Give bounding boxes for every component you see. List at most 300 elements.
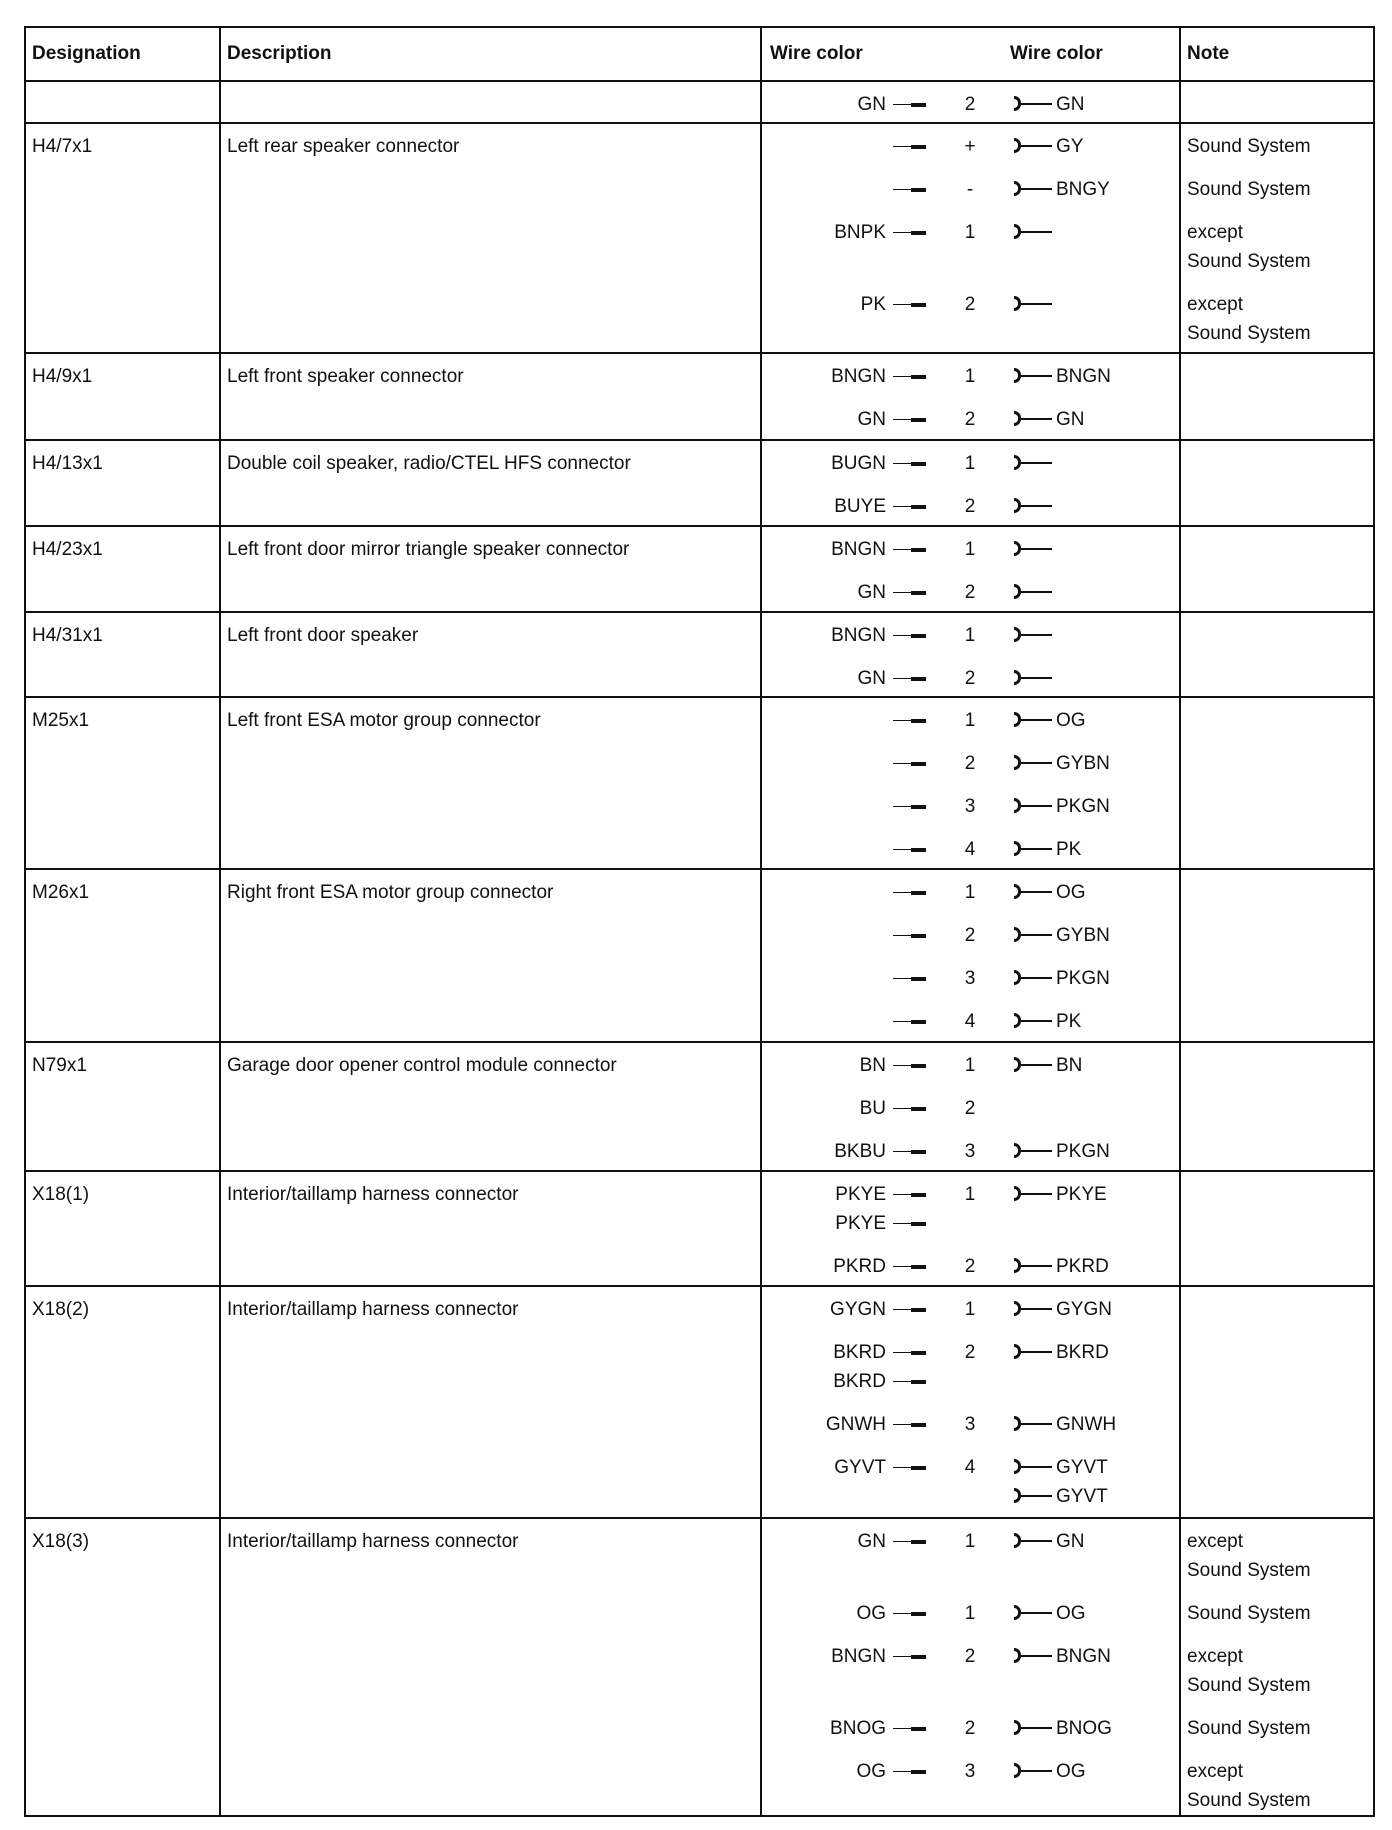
wire-color-right: OG — [1056, 1761, 1086, 1782]
wire-color-right: PK — [1056, 1011, 1082, 1032]
wire-line — [762, 1094, 1179, 1123]
wire-color-cell — [760, 870, 1179, 1041]
header-note: Note — [1179, 28, 1373, 80]
wire-line — [762, 1367, 1179, 1396]
table-row — [26, 1041, 1373, 1170]
pin-connector-icon — [893, 978, 926, 980]
socket-bracket-icon — [1014, 798, 1021, 813]
socket-connector-icon — [1014, 712, 1052, 729]
wire-line-icon — [1021, 1612, 1052, 1614]
table-row — [26, 1285, 1373, 1517]
pin-number: 4 — [964, 1457, 976, 1478]
pin-entry — [762, 1527, 1179, 1585]
note-entry — [1187, 290, 1367, 348]
note-entry — [1187, 1757, 1367, 1815]
pin-number: 4 — [964, 1011, 976, 1032]
wire-color-right: BNGY — [1056, 179, 1110, 200]
socket-bracket-icon — [1014, 627, 1021, 642]
socket-connector-icon — [1014, 411, 1052, 428]
pin-entry — [762, 535, 1179, 564]
designation-cell: M26x1 — [32, 882, 90, 903]
pin-number: 1 — [964, 539, 976, 560]
wire-line — [762, 1671, 1179, 1700]
pin-number: 1 — [964, 1299, 976, 1320]
wire-color-right: PKYE — [1056, 1184, 1107, 1205]
wire-line — [762, 1642, 1179, 1671]
description-cell: Interior/taillamp harness connector — [219, 1287, 760, 1517]
socket-connector-icon — [1014, 368, 1052, 385]
pin-number: 1 — [964, 453, 976, 474]
socket-bracket-icon — [1014, 1258, 1021, 1273]
wire-line-icon — [1021, 103, 1052, 105]
pin-number: 2 — [964, 409, 976, 430]
note-cell — [1179, 354, 1373, 439]
pin-entry — [762, 706, 1179, 735]
socket-connector-icon — [1014, 1301, 1052, 1318]
wire-color-right: OG — [1056, 882, 1086, 903]
pin-number: 3 — [964, 968, 976, 989]
pin-connector-icon — [893, 146, 926, 148]
pin-number: 1 — [964, 882, 976, 903]
table-row — [26, 868, 1373, 1041]
wire-color-right: PKRD — [1056, 1256, 1109, 1277]
pin-connector-icon — [893, 849, 926, 851]
pin-number: 1 — [964, 710, 976, 731]
wire-line — [762, 1410, 1179, 1439]
table-row — [26, 439, 1373, 525]
note-entry — [1187, 621, 1367, 650]
socket-connector-icon — [1014, 1533, 1052, 1550]
header-wire-color — [760, 28, 1179, 80]
wire-color-left: PK — [860, 294, 886, 315]
socket-bracket-icon — [1014, 584, 1021, 599]
pin-entry — [762, 1137, 1179, 1166]
wire-color-right: PKGN — [1056, 968, 1110, 989]
pin-entry — [762, 449, 1179, 478]
pin-connector-icon — [893, 1309, 926, 1311]
socket-connector-icon — [1014, 841, 1052, 858]
pin-entry — [762, 405, 1179, 434]
pin-number: 2 — [964, 753, 976, 774]
note-text: Sound System — [1187, 1603, 1311, 1624]
socket-connector-icon — [1014, 541, 1052, 558]
pin-entry — [762, 921, 1179, 950]
wire-color-left: GNWH — [825, 1414, 886, 1435]
note-entry — [1187, 1051, 1367, 1080]
socket-bracket-icon — [1014, 927, 1021, 942]
description-cell: Garage door opener control module connector — [219, 1043, 760, 1170]
note-text: Sound System — [1187, 323, 1311, 344]
wire-line-icon — [1021, 188, 1052, 190]
pin-number: 4 — [964, 839, 976, 860]
wire-line — [762, 1714, 1179, 1743]
note-text: Sound System — [1187, 179, 1311, 200]
pin-entry — [762, 90, 1179, 119]
wire-color-right: PKGN — [1056, 796, 1110, 817]
wire-line-icon — [1021, 1655, 1052, 1657]
pin-number: 1 — [964, 1603, 976, 1624]
pin-entry — [762, 1252, 1179, 1281]
pin-connector-icon — [893, 1065, 926, 1067]
wire-line — [762, 706, 1179, 735]
wire-color-cell — [760, 1172, 1179, 1285]
wire-color-right: GYGN — [1056, 1299, 1112, 1320]
pin-entry — [762, 878, 1179, 907]
pin-number: 2 — [964, 496, 976, 517]
description-cell: Interior/taillamp harness connector — [219, 1172, 760, 1285]
wire-color-left: BKBU — [834, 1141, 886, 1162]
pin-entry — [762, 290, 1179, 348]
pin-connector-icon — [893, 419, 926, 421]
pin-number: 2 — [964, 1342, 976, 1363]
pin-connector-icon — [893, 592, 926, 594]
wire-line-icon — [1021, 634, 1052, 636]
table-row — [26, 352, 1373, 439]
note-text: Sound System — [1187, 136, 1311, 157]
note-entry — [1187, 878, 1367, 907]
socket-connector-icon — [1014, 296, 1052, 313]
wire-line-icon — [1021, 1423, 1052, 1425]
note-entry — [1187, 921, 1367, 950]
designation-cell: X18(2) — [32, 1299, 90, 1320]
wire-line — [762, 878, 1179, 907]
pin-number: 2 — [964, 1098, 976, 1119]
description-cell: Interior/taillamp harness connector — [219, 1519, 760, 1815]
pin-connector-icon — [893, 763, 926, 765]
wire-color-left: BNGN — [831, 1646, 886, 1667]
wire-color-left: GN — [857, 668, 886, 689]
note-cell — [1179, 698, 1373, 868]
wire-color-cell — [760, 613, 1179, 696]
wire-line-icon — [1021, 805, 1052, 807]
wire-color-left: BKRD — [833, 1371, 886, 1392]
note-entry — [1187, 1094, 1367, 1123]
socket-bracket-icon — [1014, 1605, 1021, 1620]
wire-color-right: GYBN — [1056, 753, 1110, 774]
table-header — [26, 28, 1373, 80]
socket-connector-icon — [1014, 1648, 1052, 1665]
socket-connector-icon — [1014, 884, 1052, 901]
header-description: Description — [219, 28, 760, 80]
socket-connector-icon — [1014, 670, 1052, 687]
wire-line-icon — [1021, 762, 1052, 764]
pin-entry — [762, 964, 1179, 993]
wire-line — [762, 175, 1179, 204]
wire-color-left: GYVT — [834, 1457, 886, 1478]
pin-connector-icon — [893, 1266, 926, 1268]
designation-cell: M25x1 — [32, 710, 90, 731]
table-row — [26, 122, 1373, 352]
note-text: Sound System — [1187, 1718, 1311, 1739]
pin-number: 2 — [964, 582, 976, 603]
wire-color-right: BNGN — [1056, 1646, 1111, 1667]
note-entry — [1187, 218, 1367, 276]
pin-number: 1 — [964, 625, 976, 646]
note-text: except — [1187, 294, 1243, 315]
note-entry — [1187, 1137, 1367, 1166]
note-entry — [1187, 578, 1367, 607]
wire-line-icon — [1021, 1193, 1052, 1195]
wire-color-right: GN — [1056, 94, 1085, 115]
pin-number: 3 — [964, 1761, 976, 1782]
pin-entry — [762, 578, 1179, 607]
note-entry — [1187, 706, 1367, 735]
note-text: Sound System — [1187, 251, 1311, 272]
wire-line-icon — [1021, 591, 1052, 593]
note-entry — [1187, 1527, 1367, 1585]
pin-number: 3 — [964, 1414, 976, 1435]
wire-color-left: BN — [859, 1055, 886, 1076]
pin-number: 1 — [964, 222, 976, 243]
socket-connector-icon — [1014, 1186, 1052, 1203]
pin-connector-icon — [893, 549, 926, 551]
wire-line-icon — [1021, 1265, 1052, 1267]
description-cell: Double coil speaker, radio/CTEL HFS connector — [219, 441, 760, 525]
wire-color-left: GN — [857, 582, 886, 603]
socket-connector-icon — [1014, 1763, 1052, 1780]
wire-color-left: BNGN — [831, 366, 886, 387]
socket-connector-icon — [1014, 1258, 1052, 1275]
note-entry — [1187, 1007, 1367, 1036]
pin-entry — [762, 1599, 1179, 1628]
wire-line — [762, 835, 1179, 864]
socket-bracket-icon — [1014, 498, 1021, 513]
wire-line — [762, 1482, 1179, 1511]
wire-line-icon — [1021, 934, 1052, 936]
table-row — [26, 611, 1373, 696]
socket-bracket-icon — [1014, 181, 1021, 196]
pin-number: 1 — [964, 1184, 976, 1205]
pin-number: - — [966, 179, 974, 200]
pin-connector-icon — [893, 189, 926, 191]
description-cell: Left front ESA motor group connector — [219, 698, 760, 868]
pin-number: 1 — [964, 1531, 976, 1552]
wire-line — [762, 1757, 1179, 1786]
pin-entry — [762, 1094, 1179, 1123]
designation-cell: H4/31x1 — [32, 625, 103, 646]
socket-connector-icon — [1014, 181, 1052, 198]
wire-color-left: GN — [857, 409, 886, 430]
socket-connector-icon — [1014, 927, 1052, 944]
socket-bracket-icon — [1014, 1648, 1021, 1663]
pin-number: 3 — [964, 1141, 976, 1162]
note-text: Sound System — [1187, 1790, 1311, 1811]
pin-entry — [762, 621, 1179, 650]
pin-connector-icon — [893, 1728, 926, 1730]
wire-line-icon — [1021, 231, 1052, 233]
wire-color-right: GYVT — [1056, 1457, 1108, 1478]
note-entry — [1187, 1714, 1367, 1743]
pin-entry — [762, 132, 1179, 161]
description-cell: Right front ESA motor group connector — [219, 870, 760, 1041]
wire-line — [762, 1137, 1179, 1166]
description-cell — [219, 82, 760, 122]
pin-entry — [762, 1714, 1179, 1743]
socket-bracket-icon — [1014, 755, 1021, 770]
note-entry — [1187, 1410, 1367, 1439]
wire-line-icon — [1021, 677, 1052, 679]
note-entry — [1187, 90, 1367, 119]
wire-line — [762, 1180, 1179, 1209]
wire-line-icon — [1021, 548, 1052, 550]
socket-connector-icon — [1014, 798, 1052, 815]
socket-bracket-icon — [1014, 712, 1021, 727]
wire-line — [762, 247, 1179, 276]
wire-color-cell — [760, 1287, 1179, 1517]
note-entry — [1187, 1180, 1367, 1238]
wire-line — [762, 90, 1179, 119]
wire-color-cell — [760, 698, 1179, 868]
socket-bracket-icon — [1014, 138, 1021, 153]
socket-bracket-icon — [1014, 455, 1021, 470]
pin-connector-icon — [893, 1108, 926, 1110]
wire-line — [762, 621, 1179, 650]
socket-connector-icon — [1014, 1057, 1052, 1074]
description-cell: Left front door mirror triangle speaker connector — [219, 527, 760, 611]
note-text: except — [1187, 1531, 1243, 1552]
wire-line-icon — [1021, 1308, 1052, 1310]
wire-line-icon — [1021, 1020, 1052, 1022]
wire-line-icon — [1021, 1540, 1052, 1542]
wire-color-left: PKYE — [835, 1184, 886, 1205]
pin-connector-icon — [893, 1381, 926, 1383]
pin-number: 3 — [964, 796, 976, 817]
wire-line-icon — [1021, 418, 1052, 420]
wire-line-icon — [1021, 303, 1052, 305]
pin-connector-icon — [893, 506, 926, 508]
note-text: except — [1187, 1761, 1243, 1782]
wire-line — [762, 535, 1179, 564]
note-text: Sound System — [1187, 1675, 1311, 1696]
wire-line-icon — [1021, 1727, 1052, 1729]
socket-bracket-icon — [1014, 1013, 1021, 1028]
designation-cell: X18(3) — [32, 1531, 90, 1552]
socket-connector-icon — [1014, 1416, 1052, 1433]
socket-bracket-icon — [1014, 1301, 1021, 1316]
wire-color-right: GN — [1056, 409, 1085, 430]
table-row — [26, 696, 1373, 868]
note-cell — [1179, 527, 1373, 611]
pin-connector-icon — [893, 635, 926, 637]
pin-number: 2 — [964, 925, 976, 946]
wire-line — [762, 1338, 1179, 1367]
pin-entry — [762, 1453, 1179, 1511]
note-cell — [1179, 441, 1373, 525]
wire-color-right: BKRD — [1056, 1342, 1109, 1363]
pin-connector-icon — [893, 892, 926, 894]
wire-color-left: BU — [859, 1098, 886, 1119]
socket-connector-icon — [1014, 1605, 1052, 1622]
pin-number: 2 — [964, 94, 976, 115]
designation-cell: H4/9x1 — [32, 366, 93, 387]
wire-line-icon — [1021, 145, 1052, 147]
wire-color-right: OG — [1056, 710, 1086, 731]
designation-cell: H4/7x1 — [32, 136, 93, 157]
wire-color-right: BNOG — [1056, 1718, 1112, 1739]
wire-color-left: GN — [857, 94, 886, 115]
table-row — [26, 1517, 1373, 1815]
wire-line-icon — [1021, 505, 1052, 507]
wire-color-left: PKRD — [833, 1256, 886, 1277]
wire-line — [762, 1556, 1179, 1585]
designation-cell: H4/23x1 — [32, 539, 103, 560]
socket-bracket-icon — [1014, 1459, 1021, 1474]
wire-line — [762, 449, 1179, 478]
note-entry — [1187, 449, 1367, 478]
wire-color-left: OG — [856, 1603, 886, 1624]
note-entry — [1187, 132, 1367, 161]
socket-bracket-icon — [1014, 884, 1021, 899]
pin-entry — [762, 1180, 1179, 1238]
header-wire-color-left: Wire color — [770, 43, 863, 64]
pin-number: + — [964, 136, 976, 157]
wire-line — [762, 492, 1179, 521]
wire-color-left: BNGN — [831, 625, 886, 646]
wire-line — [762, 578, 1179, 607]
pin-entry — [762, 1051, 1179, 1080]
note-entry — [1187, 1295, 1367, 1324]
note-entry — [1187, 175, 1367, 204]
pin-connector-icon — [893, 678, 926, 680]
wire-color-left: BNGN — [831, 539, 886, 560]
note-entry — [1187, 792, 1367, 821]
wire-color-cell — [760, 354, 1179, 439]
socket-connector-icon — [1014, 1013, 1052, 1030]
wire-line — [762, 792, 1179, 821]
wire-color-left: OG — [856, 1761, 886, 1782]
note-entry — [1187, 964, 1367, 993]
description-cell: Left rear speaker connector — [219, 124, 760, 352]
wire-color-left: BNOG — [830, 1718, 886, 1739]
socket-connector-icon — [1014, 584, 1052, 601]
pin-number: 2 — [964, 1646, 976, 1667]
pin-connector-icon — [893, 1613, 926, 1615]
note-cell — [1179, 124, 1373, 352]
connector-table — [24, 26, 1375, 1817]
pin-connector-icon — [893, 720, 926, 722]
wire-line — [762, 218, 1179, 247]
note-entry — [1187, 1599, 1367, 1628]
socket-connector-icon — [1014, 970, 1052, 987]
socket-connector-icon — [1014, 224, 1052, 241]
socket-bracket-icon — [1014, 96, 1021, 111]
socket-connector-icon — [1014, 1143, 1052, 1160]
note-entry — [1187, 1252, 1367, 1281]
wire-color-left: BUYE — [834, 496, 886, 517]
note-cell — [1179, 613, 1373, 696]
pin-entry — [762, 792, 1179, 821]
wire-line — [762, 1453, 1179, 1482]
wire-color-right: GN — [1056, 1531, 1085, 1552]
header-designation: Designation — [32, 43, 141, 64]
wire-line-icon — [1021, 1770, 1052, 1772]
pin-entry — [762, 664, 1179, 693]
note-cell — [1179, 1519, 1373, 1815]
wire-line-icon — [1021, 891, 1052, 893]
socket-bracket-icon — [1014, 1143, 1021, 1158]
note-entry — [1187, 362, 1367, 391]
pin-connector-icon — [893, 304, 926, 306]
wire-line — [762, 1051, 1179, 1080]
note-cell — [1179, 1172, 1373, 1285]
pin-entry — [762, 362, 1179, 391]
pin-number: 2 — [964, 294, 976, 315]
note-cell — [1179, 82, 1373, 122]
socket-bracket-icon — [1014, 368, 1021, 383]
wire-line — [762, 290, 1179, 319]
pin-connector-icon — [893, 1223, 926, 1225]
wire-line — [762, 1252, 1179, 1281]
